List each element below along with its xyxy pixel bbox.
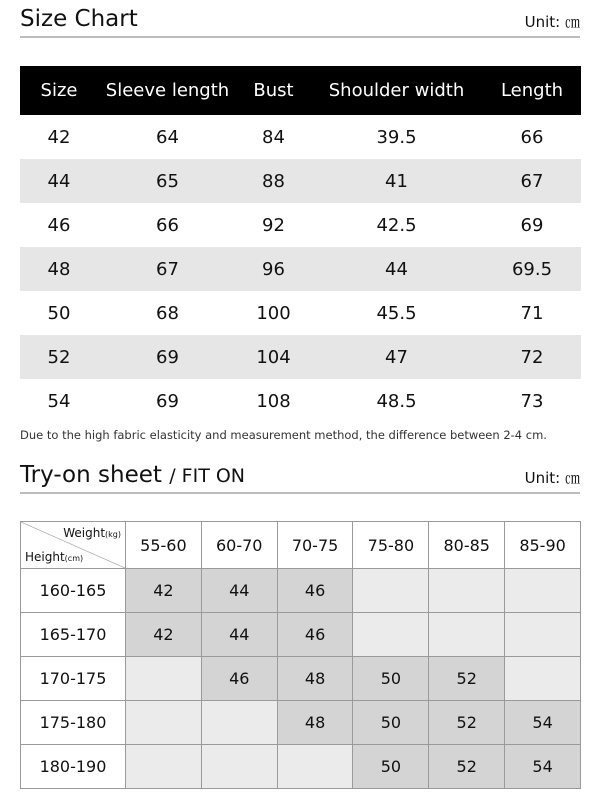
table-row xyxy=(21,569,581,613)
empty-cell xyxy=(126,745,202,789)
size-cell: 52 xyxy=(429,701,505,745)
empty-cell xyxy=(429,613,505,657)
size-cell: 54 xyxy=(505,701,581,745)
cell: 71 xyxy=(520,302,544,324)
empty-cell xyxy=(126,657,202,701)
empty-cell xyxy=(429,569,505,613)
size-cell: 52 xyxy=(429,745,505,789)
cell: 54 xyxy=(47,390,71,412)
cell: 47 xyxy=(310,335,483,379)
cell: 100 xyxy=(256,302,291,324)
size-cell: 46 xyxy=(277,613,353,657)
cell: 42.5 xyxy=(376,214,417,236)
cell: 73 xyxy=(520,390,544,412)
height-cell: 180-190 xyxy=(21,745,126,789)
cell: 69 xyxy=(520,214,544,236)
empty-cell xyxy=(201,701,277,745)
weight-col-85-90: 85-90 xyxy=(505,522,581,569)
size-cell: 44 xyxy=(201,569,277,613)
cell: 67 xyxy=(483,159,581,203)
cell: 69 xyxy=(98,335,237,379)
empty-cell xyxy=(277,745,353,789)
cell: 96 xyxy=(237,247,310,291)
cell: 45.5 xyxy=(376,302,417,324)
size-chart-header-row xyxy=(20,66,581,115)
cell: 48 xyxy=(20,247,98,291)
empty-cell xyxy=(126,701,202,745)
cell: 64 xyxy=(156,126,179,148)
size-cell: 54 xyxy=(505,745,581,789)
table-row xyxy=(20,203,581,247)
size-cell: 50 xyxy=(353,657,429,701)
table-row xyxy=(20,247,581,291)
size-cell: 42 xyxy=(126,613,202,657)
try-on-unit: Unit: ㎝ xyxy=(524,469,580,487)
empty-cell xyxy=(353,613,429,657)
cell: 48.5 xyxy=(376,390,417,412)
try-on-subtitle: / FIT ON xyxy=(169,465,246,487)
cell: 52 xyxy=(20,335,98,379)
try-on-header-row xyxy=(21,522,581,569)
size-cell: 50 xyxy=(353,745,429,789)
size-chart-title: Size Chart xyxy=(20,6,138,32)
cell: 69.5 xyxy=(483,247,581,291)
table-row xyxy=(21,613,581,657)
cell: 44 xyxy=(310,247,483,291)
size-cell: 48 xyxy=(277,657,353,701)
height-cell: 165-170 xyxy=(21,613,126,657)
empty-cell xyxy=(505,657,581,701)
size-cell: 52 xyxy=(429,657,505,701)
height-cell: 175-180 xyxy=(21,701,126,745)
table-row xyxy=(21,701,581,745)
cell: 46 xyxy=(47,214,71,236)
empty-cell xyxy=(505,613,581,657)
cell: 66 xyxy=(520,126,544,148)
size-cell: 42 xyxy=(126,569,202,613)
col-sleeve-length: Sleeve length xyxy=(98,66,237,115)
col-shoulder-width: Shoulder width xyxy=(310,66,483,115)
table-row xyxy=(20,335,581,379)
cell: 108 xyxy=(256,390,291,412)
cell: 104 xyxy=(237,335,310,379)
table-row xyxy=(20,159,581,203)
weight-label: Weight(kg) xyxy=(63,526,121,540)
size-cell: 46 xyxy=(277,569,353,613)
empty-cell xyxy=(353,569,429,613)
cell: 42 xyxy=(47,126,71,148)
cell: 88 xyxy=(237,159,310,203)
weight-col-55-60: 55-60 xyxy=(126,522,202,569)
table-row xyxy=(20,291,581,335)
weight-col-70-75: 70-75 xyxy=(277,522,353,569)
cell: 84 xyxy=(262,126,285,148)
size-chart-header xyxy=(20,6,580,38)
try-on-header xyxy=(20,462,580,494)
cell: 72 xyxy=(483,335,581,379)
size-chart-table xyxy=(20,66,581,423)
diagonal-header xyxy=(21,522,125,568)
empty-cell xyxy=(505,569,581,613)
cell: 41 xyxy=(310,159,483,203)
cell: 66 xyxy=(156,214,179,236)
height-cell: 160-165 xyxy=(21,569,126,613)
cell: 92 xyxy=(262,214,285,236)
table-row xyxy=(21,745,581,789)
size-chart-unit: Unit: ㎝ xyxy=(524,13,580,31)
empty-cell xyxy=(201,745,277,789)
size-cell: 44 xyxy=(201,613,277,657)
measurement-note: Due to the high fabric elasticity and measurement method, the difference between 2-4 cm. xyxy=(20,428,547,442)
col-length: Length xyxy=(483,66,581,115)
height-cell: 170-175 xyxy=(21,657,126,701)
cell: 69 xyxy=(156,390,179,412)
weight-col-60-70: 60-70 xyxy=(201,522,277,569)
try-on-title-group xyxy=(20,462,245,488)
weight-col-80-85: 80-85 xyxy=(429,522,505,569)
corner-cell xyxy=(21,522,126,569)
table-row xyxy=(21,657,581,701)
cell: 65 xyxy=(98,159,237,203)
table-row xyxy=(20,115,581,159)
weight-col-75-80: 75-80 xyxy=(353,522,429,569)
size-cell: 48 xyxy=(277,701,353,745)
cell: 68 xyxy=(156,302,179,324)
cell: 39.5 xyxy=(376,126,417,148)
size-cell: 46 xyxy=(201,657,277,701)
col-bust: Bust xyxy=(237,66,310,115)
size-cell: 50 xyxy=(353,701,429,745)
cell: 50 xyxy=(47,302,71,324)
try-on-title: Try-on sheet xyxy=(20,462,162,488)
table-row xyxy=(20,379,581,423)
height-label: Height(cm) xyxy=(25,550,84,564)
try-on-table xyxy=(20,521,581,789)
col-size: Size xyxy=(20,66,98,115)
cell: 44 xyxy=(20,159,98,203)
cell: 67 xyxy=(98,247,237,291)
